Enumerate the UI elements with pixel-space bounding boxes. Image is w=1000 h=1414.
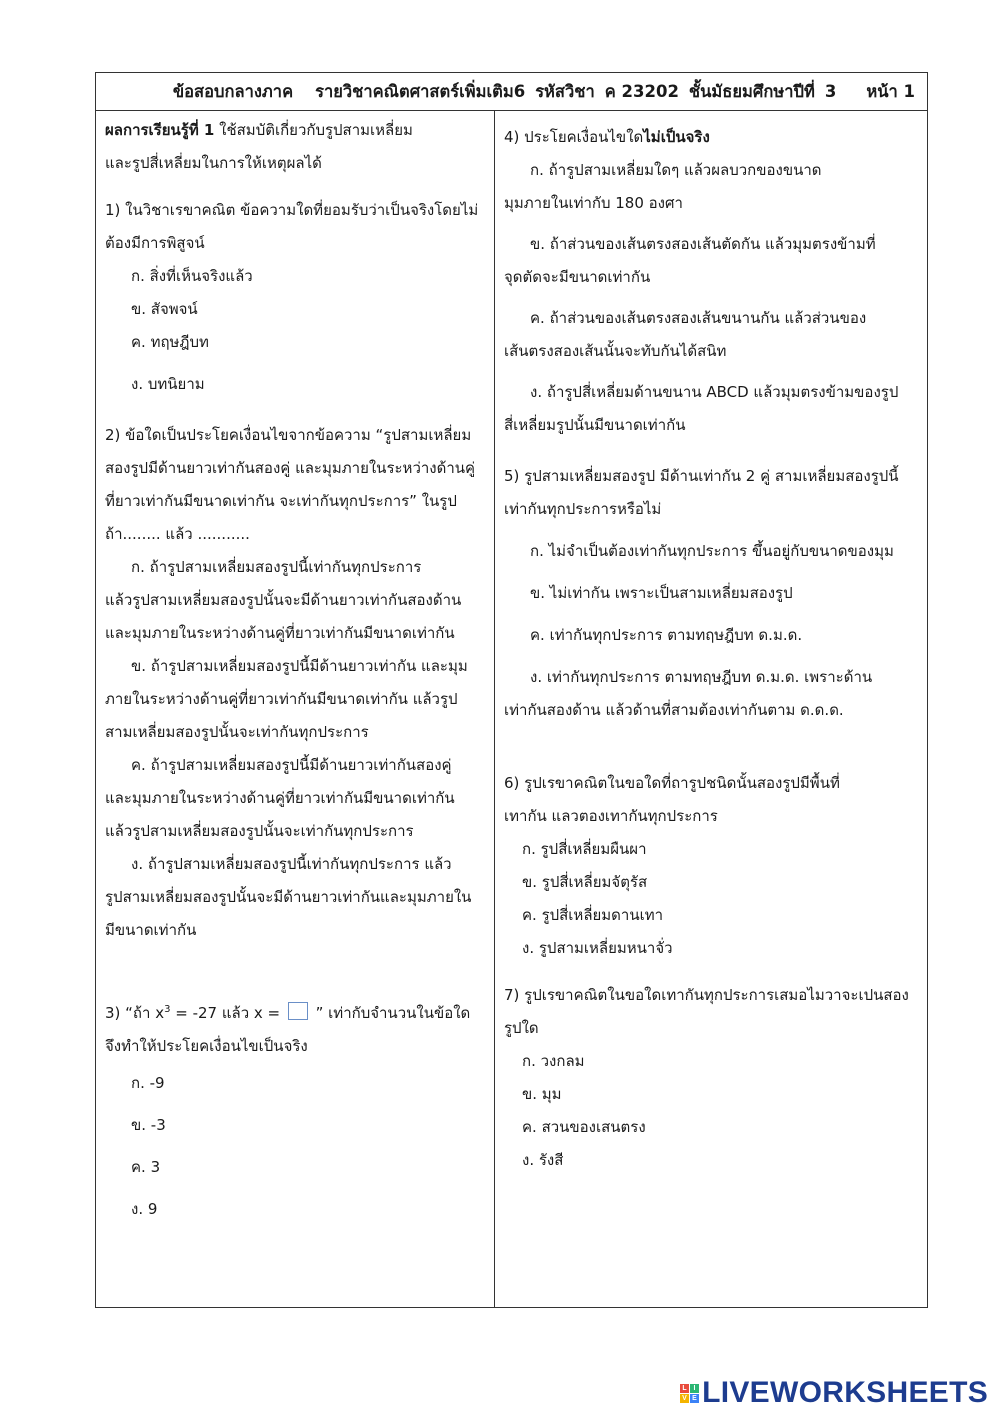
q4-choice-d[interactable]: ง. ถ้ารูปสี่เหลี่ยมด้านขนาน ABCD แล้วมุมตรงข้ามของรูป สี่เหลี่ยมรูปนั้นมีขนาดเท่ากัน (504, 383, 899, 434)
q5-choice-a[interactable]: ก. ไม่จำเป็นต้องเท่ากันทุกประการ ขึ้นอยู่กับขนาดของมุม (530, 542, 894, 560)
q4-choice-a[interactable]: ก. ถ้ารูปสามเหลี่ยมใดๆ แล้วผลบวกของขนาด มุมภายในเท่ากับ 180 องศา (504, 161, 822, 212)
header-subject: รายวิชาคณิตศาสตร์เพิ่มเติม6 (315, 81, 526, 101)
q7-choice-d[interactable]: ง. รังสี (522, 1151, 564, 1169)
question-6: 6) รูปเรขาคณิตในขอใดที่ถารูปชนิดนั้นสองรูปมีพื้นที่ เทากัน แลวตองเทากันทุกประการ ก. รูปสี่เหลี่ยมผืนผา ข. รูปสี่เหลี่ยมจัตุรัส ค. รูปสี่เหลี่ยมดานเทา ง. รูปสามเหลี่ยมหนาจั่ว (504, 767, 920, 965)
q3-choice-d[interactable]: ง. 9 (131, 1200, 158, 1218)
q5-choice-d[interactable]: ง. เท่ากันทุกประการ ตามทฤษฎีบท ด.ม.ด. เพราะด้าน เท่ากันสองด้าน แล้วด้านที่สามต้องเท่ากันตาม ด.ด.ด. (504, 668, 873, 719)
q5-choice-b[interactable]: ข. ไม่เท่ากัน เพราะเป็นสามเหลี่ยมสองรูป (530, 584, 793, 602)
q6-choice-c[interactable]: ค. รูปสี่เหลี่ยมดานเทา (522, 906, 664, 924)
header-exam-type: ข้อสอบกลางภาค (172, 81, 294, 101)
q1-choice-c[interactable]: ค. ทฤษฎีบท (131, 333, 209, 351)
q1-choice-b[interactable]: ข. สัจพจน์ (131, 300, 198, 318)
header-code: ค 23202 (604, 81, 679, 101)
learning-outcome: ผลการเรียนรู้ที่ 1 ใช้สมบัติเกี่ยวกับรูปสามเหลี่ยม (105, 121, 413, 139)
q3-choice-b[interactable]: ข. -3 (131, 1116, 166, 1134)
header-grade-label: ชั้นมัธยมศึกษาปีที่ (688, 81, 815, 101)
logo-icon: L I V E (680, 1384, 699, 1403)
exam-header (96, 73, 927, 111)
q1-choice-a[interactable]: ก. สิ่งที่เห็นจริงแล้ว (131, 267, 253, 285)
q5-choice-c[interactable]: ค. เท่ากันทุกประการ ตามทฤษฎีบท ด.ม.ด. (530, 626, 803, 644)
question-5: 5) รูปสามเหลี่ยมสองรูป มีด้านเท่ากัน 2 คู่ สามเหลี่ยมสองรูปนี้ เท่ากันทุกประการหรือไม่ ก. ไม่จำเป็นต้องเท่ากันทุกประการ ขึ้นอยู่กับขนาดของมุม ข. ไม่เท่ากัน เพราะเป็นสามเหลี่ยมสองรูป ค. เท่ากันทุกประการ ตามทฤษฎีบท ด.ม.ด. ง. เท่ากันทุกประการ ตามทฤษฎีบท ด.ม.ด. เพราะด้าน เท่ากันสองด้าน แล้วด้านที่สามต้องเท่ากันตาม ด.ด.ด. (504, 460, 920, 727)
q7-choice-b[interactable]: ข. มุม (522, 1085, 562, 1103)
question-1: 1) ในวิชาเรขาคณิต ข้อความใดที่ยอมรับว่าเป็นจริงโดยไม่ ต้องมีการพิสูจน์ ก. สิ่งที่เห็นจริงแล้ว ข. สัจพจน์ ค. ทฤษฎีบท ง. บทนิยาม (105, 194, 484, 401)
q3-choice-a[interactable]: ก. -9 (131, 1074, 165, 1092)
q4-choice-c[interactable]: ค. ถ้าส่วนของเส้นตรงสองเส้นขนานกัน แล้วส่วนของ เส้นตรงสองเส้นนั้นจะทับกันได้สนิท (504, 309, 867, 360)
header-code-label: รหัสวิชา (535, 81, 595, 101)
q2-choice-a[interactable]: ก. ถ้ารูปสามเหลี่ยมสองรูปนี้เท่ากันทุกประการ แล้วรูปสามเหลี่ยมสองรูปนั้นจะมีด้านยาวเท่ากันสองด้าน และมุมภายในระหว่างด้านคู่ที่ยาวเท่ากันมีขนาดเท่ากัน (105, 558, 462, 642)
exam-sheet (95, 72, 928, 1308)
q6-choice-b[interactable]: ข. รูปสี่เหลี่ยมจัตุรัส (522, 873, 648, 891)
q2-choice-c[interactable]: ค. ถ้ารูปสามเหลี่ยมสองรูปนี้มีด้านยาวเท่ากันสองคู่ และมุมภายในระหว่างด้านคู่ที่ยาวเท่ากันมีขนาดเท่ากัน แล้วรูปสามเหลี่ยมสองรูปนั้นจะเท่ากันทุกประการ (105, 756, 455, 840)
header-grade: 3 (824, 82, 837, 101)
header-page: หน้า 1 (866, 81, 915, 101)
question-3: 3) “ถ้า $x^3 = -27$ แล้ว x = ” เท่ากับจำนวนในข้อใด จึงทำให้ประโยคเงื่อนไขเป็นจริง ก. -9 ข. -3 ค. 3 ง. 9 (105, 993, 484, 1226)
q6-choice-a[interactable]: ก. รูปสี่เหลี่ยมผืนผา (522, 840, 647, 858)
question-columns (96, 111, 927, 1307)
q1-choice-d[interactable]: ง. บทนิยาม (131, 375, 205, 393)
q2-choice-d[interactable]: ง. ถ้ารูปสามเหลี่ยมสองรูปนี้เท่ากันทุกประการ แล้ว รูปสามเหลี่ยมสองรูปนั้นจะมีด้านยาวเท่ากันและมุมภายใน มีขนาดเท่ากัน (105, 855, 472, 939)
q4-choice-b[interactable]: ข. ถ้าส่วนของเส้นตรงสองเส้นตัดกัน แล้วมุมตรงข้ามที่ จุดตัดจะมีขนาดเท่ากัน (504, 235, 876, 286)
question-7: 7) รูปเรขาคณิตในขอใดเทากันทุกประการเสมอไมวาจะเปนสอง รูปใด ก. วงกลม ข. มุม ค. สวนของเสนตรง ง. รังสี (504, 979, 920, 1177)
q7-choice-c[interactable]: ค. สวนของเสนตรง (522, 1118, 646, 1136)
question-2: 2) ข้อใดเป็นประโยคเงื่อนไขจากข้อความ “รูปสามเหลี่ยม สองรูปมีด้านยาวเท่ากันสองคู่ และมุมภายในระหว่างด้านคู่ ที่ยาวเท่ากันมีขนาดเท่ากัน จะเท่ากันทุกประการ” ในรูป ถ้า........ แล้ว ........... ก. ถ้ารูปสามเหลี่ยมสองรูปนี้เท่ากันทุกประการ แล้วรูปสามเหลี่ยมสองรูปนั้นจะมีด้านยาวเท่ากันสองด้าน และมุมภายในระหว่างด้านคู่ที่ยาวเท่ากันมีขนาดเท่ากัน ข. ถ้ารูปสามเหลี่ยมสองรูปนี้มีด้านยาวเท่ากัน และมุม ภายในระหว่างด้านคู่ที่ยาวเท่ากันมีขนาดเท่ากัน แล้วรูป สามเหลี่ยมสองรูปนั้นจะเท่ากันทุกประการ ค. ถ้ารูปสามเหลี่ยมสองรูปนี้มีด้านยาวเท่ากันสองคู่ และมุมภายในระหว่างด้านคู่ที่ยาวเท่ากันมีขนาดเท่ากัน แล้วรูปสามเหลี่ยมสองรูปนั้นจะเท่ากันทุกประการ ง. ถ้ารูปสามเหลี่ยมสองรูปนี้เท่ากันทุกประการ แล้ว รูปสามเหลี่ยมสองรูปนั้นจะมีด้านยาวเท่ากันและมุมภายใน มีขนาดเท่ากัน (105, 419, 484, 947)
q3-choice-c[interactable]: ค. 3 (131, 1158, 161, 1176)
outcome-label: ผลการเรียนรู้ที่ 1 (105, 121, 215, 139)
answer-input-box[interactable] (288, 1002, 308, 1020)
liveworksheets-logo[interactable] (680, 1376, 988, 1410)
right-column (495, 111, 928, 1307)
logo-text: LIVEWORKSHEETS (702, 1376, 988, 1409)
q6-choice-d[interactable]: ง. รูปสามเหลี่ยมหนาจั่ว (522, 939, 673, 957)
q2-choice-b[interactable]: ข. ถ้ารูปสามเหลี่ยมสองรูปนี้มีด้านยาวเท่ากัน และมุม ภายในระหว่างด้านคู่ที่ยาวเท่ากันมีขนาดเท่ากัน แล้วรูป สามเหลี่ยมสองรูปนั้นจะเท่ากันทุกประการ (105, 657, 468, 741)
q7-choice-a[interactable]: ก. วงกลม (522, 1052, 585, 1070)
question-4: 4) ประโยคเงื่อนไขใดไม่เป็นจริง ก. ถ้ารูปสามเหลี่ยมใดๆ แล้วผลบวกของขนาด มุมภายในเท่ากับ 180 องศา ข. ถ้าส่วนของเส้นตรงสองเส้นตัดกัน แล้วมุมตรงข้ามที่ จุดตัดจะมีขนาดเท่ากัน ค. ถ้าส่วนของเส้นตรงสองเส้นขนานกัน แล้วส่วนของ เส้นตรงสองเส้นนั้นจะทับกันได้สนิท ง. ถ้ารูปสี่เหลี่ยมด้านขนาน ABCD แล้วมุมตรงข้ามของรูป สี่เหลี่ยมรูปนั้นมีขนาดเท่ากัน (504, 121, 920, 442)
left-column: ผลการเรียนรู้ที่ 1 ใช้สมบัติเกี่ยวกับรูปสามเหลี่ยม และรูปสี่เหลี่ยมในการให้เหตุผลได้ 1) ในวิชาเรขาคณิต ข้อความใดที่ยอมรับว่าเป็นจริงโดยไม่ ต้องมีการพิสูจน์ ก. สิ่งที่เห็นจริงแล้ว ข. สัจพจน์ ค. ทฤษฎีบท ง. บทนิยาม 2) ข้อใดเป็นประโยคเงื่อนไขจากข้อความ “รูปสามเหลี่ยม สองรูปมีด้านยาวเท่ากันสองคู่ และมุมภายในระหว่างด้านคู่ ที่ยาวเท่ากันมีขนาดเท่ากัน จะเท่ากันทุกประการ” ในรูป ถ้า........ แล้ว ........... ก. ถ้ารูปสามเหลี่ยมสองรูปนี้เท่ากันทุกประการ แล้วรูปสามเหลี่ยมสองรูปนั้นจะมีด้านยาวเท่ากันสองด้าน และมุมภายในระหว่างด้านคู่ที่ยาวเท่ากันมีขนาดเท่ากัน ข. ถ้ารูปสามเหลี่ยมสองรูปนี้มีด้านยาวเท่ากัน และมุม ภายในระหว่างด้านคู่ที่ยาวเท่ากันมีขนาดเท่ากัน แล้วรูป สามเหลี่ยมสองรูปนั้นจะเท่ากันทุกประการ ค. ถ้ารูปสามเหลี่ยมสองรูปนี้มีด้านยาวเท่ากันสองคู่ และมุมภายในระหว่างด้านคู่ที่ยาวเท่ากันมีขนาดเท่ากัน แล้วรูปสามเหลี่ยมสองรูปนั้นจะเท่ากันทุกประการ ง. ถ้ารูปสามเหลี่ยมสองรูปนี้เท่ากันทุกประการ แล้ว รูปสามเหลี่ยมสองรูปนั้นจะมีด้านยาวเท่ากันและมุมภายใน มีขนาดเท่ากัน 3) “ถ้า $x^3 = -27$ แล้ว x = ” เท่ากับจำนวนในข้อใด จึงทำให้ประโยคเงื่อนไขเป็นจริง ก. -9 ข. -3 ค. 3 ง. 9 (96, 111, 494, 1307)
q4-emphasis: ไม่เป็นจริง (643, 128, 710, 146)
